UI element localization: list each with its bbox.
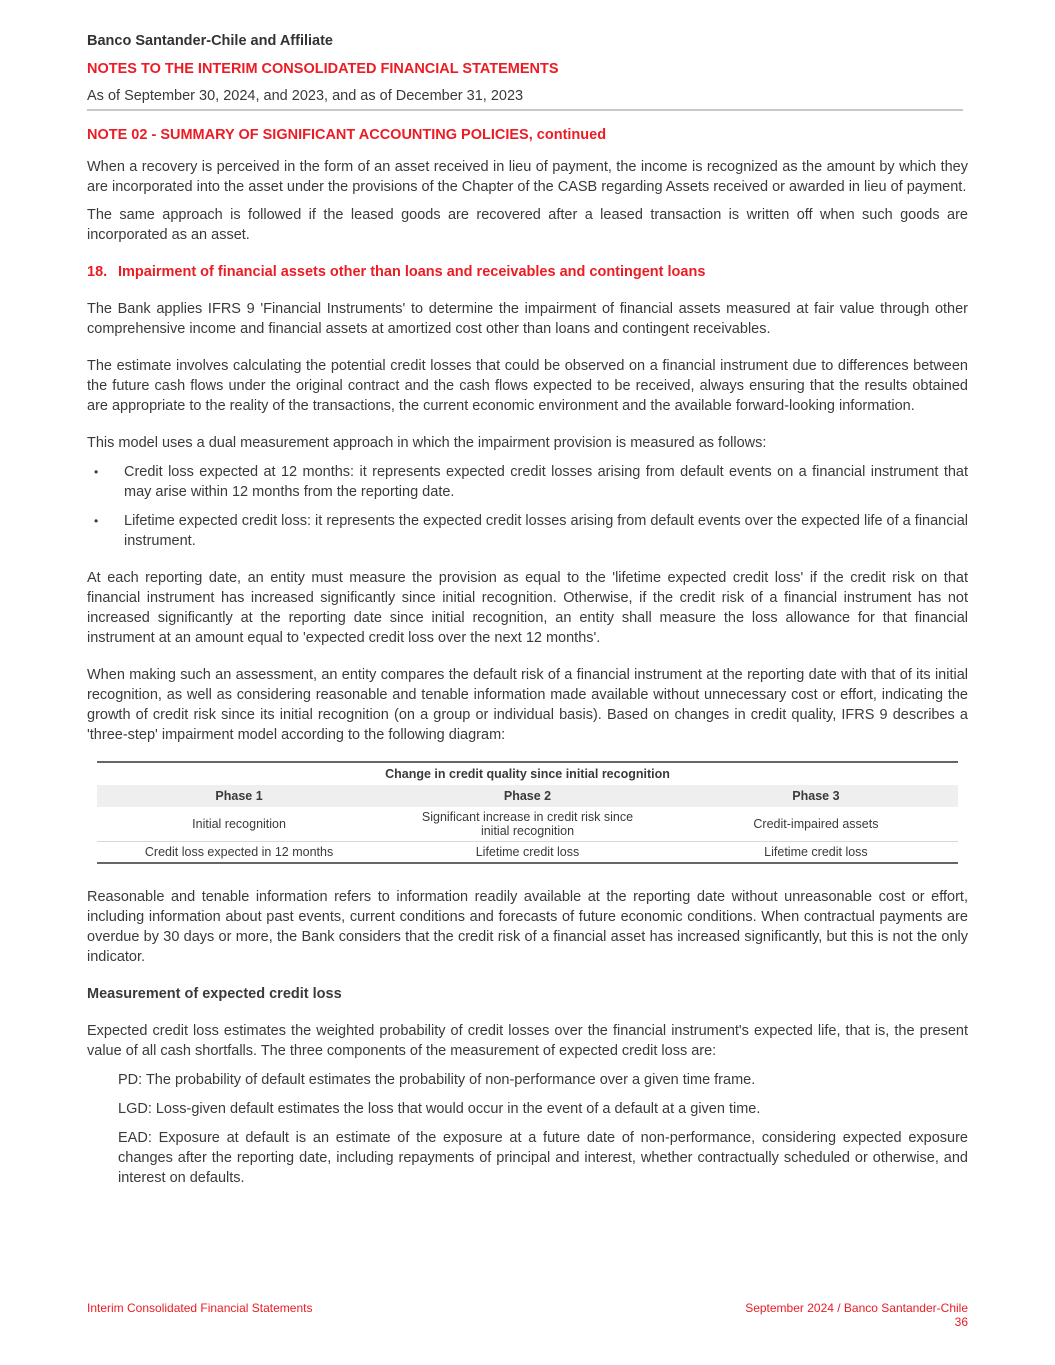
paragraph-leased-goods: The same approach is followed if the leased goods are recovered after a leased transaction is written off when such goods are incorporated as an asset. [87,207,968,243]
paragraph-reasonable-info: Reasonable and tenable information refers to information readily available at the reporting date without unreasonable cost or effort, including information about past events, current conditions and forecasts of future economic conditions. When contractual payments are overdue by 30 days or more, the Bank considers that the credit risk of a financial asset has increased significantly, but this is not the only indicator. [87,889,968,965]
table-header: Phase 3 [674,785,958,807]
table-cell: Lifetime credit loss [475,845,580,859]
paragraph-assessment: When making such an assessment, an entity compares the default risk of a financial instrument at the reporting date with that of its initial recognition, as well as considering reasonable and tenable information made available without unnecessary cost or effort, indicating the growth of credit risk since its initial recognition (on a group or individual basis). Based on changes in credit quality, IFRS 9 describes a 'three-step' impairment model according to the following diagram: [87,667,968,743]
section-title: Impairment of financial assets other than loans and receivables and contingent loans [118,264,706,280]
bullet-icon: • [94,465,99,479]
bullet-list [87,462,968,551]
note-heading: NOTE 02 - SUMMARY OF SIGNIFICANT ACCOUNTING POLICIES, continued [87,127,607,143]
table-cell: Lifetime credit loss [764,845,868,859]
footer-title: Interim Consolidated Financial Statements [87,1301,313,1315]
paragraph-dual-model: This model uses a dual measurement approach in which the impairment provision is measured as follows: [87,435,767,451]
paragraph-estimate: The estimate involves calculating the potential credit losses that could be observed on a financial instrument due to differences between the future cash flows under the original contract and the cash flows expected to be received, always ensuring that the results obtained are appropriate to the reality of the transactions, the current economic environment and the available forward-looking information. [87,358,968,414]
table-header: Phase 1 [97,785,381,807]
table-header: Phase 2 [381,785,674,807]
list-item [87,511,968,551]
table-cell: Initial recognition [97,807,381,842]
page-number: 36 [954,1315,968,1329]
header-divider [87,109,963,111]
as-of-date: As of September 30, 2024, and 2023, and as of December 31, 2023 [87,88,524,104]
footer-issue: September 2024 / Banco Santander-Chile [745,1301,968,1315]
paragraph-recovery: When a recovery is perceived in the form of an asset received in lieu of payment, the income is recognized as the amount by which they are incorporated into the asset under the provisions of the Chapter of the CASB regarding Assets received or awarded in lieu of payment. [87,159,968,195]
notes-title: NOTES TO THE INTERIM CONSOLIDATED FINANCIAL STATEMENTS [87,61,559,77]
company-name: Banco Santander-Chile and Affiliate [87,33,333,49]
section-number: 18. [87,264,108,280]
list-item [87,462,968,502]
paragraph-expected-loss: Expected credit loss estimates the weighted probability of credit losses over the financial instrument's expected life, that is, the present value of all cash shortfalls. The three components of the measurement of expected credit loss are: [87,1023,968,1059]
measurement-heading: Measurement of expected credit loss [87,986,342,1002]
section-18-heading [87,262,968,282]
definition-lgd: LGD: Loss-given default estimates the loss that would occur in the event of a default at a given time. [118,1101,761,1117]
table-cell: Credit loss expected in 12 months [144,845,334,859]
paragraph-reporting-date: At each reporting date, an entity must measure the provision as equal to the 'lifetime expected credit loss' if the credit risk on that financial instrument has increased significantly since initial recognition. Otherwise, if the credit risk of a financial instrument has not increased significantly at the reporting date since initial recognition, an entity shall measure the loss allowance for that financial instrument at an amount equal to 'expected credit loss over the next 12 months'. [87,570,968,646]
impairment-phase-table [97,761,958,864]
page-content [87,30,968,1188]
table-cell: Credit-impaired assets [674,807,958,842]
bullet-text: Lifetime expected credit loss: it represents the expected credit losses arising from default events over the expected life of a financial instrument. [124,513,968,549]
footer-right [726,1301,968,1329]
table-caption: Change in credit quality since initial recognition [385,767,670,781]
definition-pd: PD: The probability of default estimates the probability of non-performance over a given time frame. [118,1072,756,1088]
table-cell: Significant increase in credit risk since initial recognition [381,807,674,842]
bullet-text: Credit loss expected at 12 months: it represents expected credit losses arising from default events on a financial instrument that may arise within 12 months from the reporting date. [124,464,968,500]
definition-ead: EAD: Exposure at default is an estimate of the exposure at a future date of non-performance, considering expected exposure changes after the reporting date, including repayments of principal and interest, whether contractually scheduled or otherwise, and interest on defaults. [118,1130,968,1186]
paragraph-ifrs9: The Bank applies IFRS 9 'Financial Instruments' to determine the impairment of financial assets measured at fair value through other comprehensive income and financial assets at amortized cost other than loans and contingent receivables. [87,301,968,337]
bullet-icon: • [94,514,99,528]
